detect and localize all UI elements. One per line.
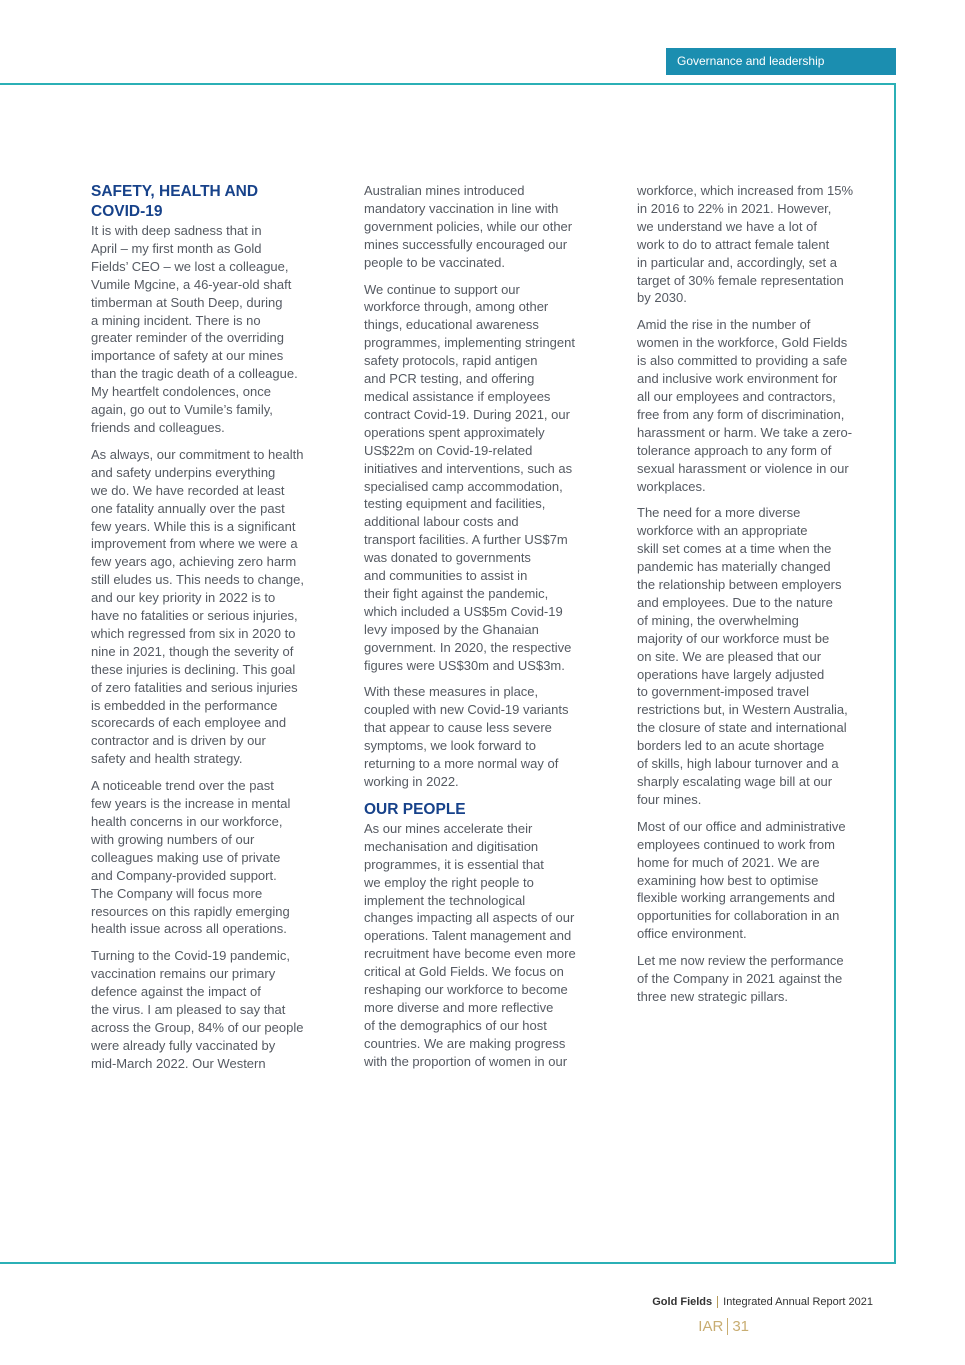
- paragraph: As always, our commitment to health and safety underpins everything we do. We have recorded at least one fatality annually over the past few years. While this is a significant improvement from where we were a few years ago, achieving zero harm still eludes us. This needs to change, and our key priority in 2022 is to have no fatalities or serious injuries, which regressed from six in 2020 to nine in 2021, though the severity of these injuries is declining. This goal of zero fatalities and serious injuries is embedded in the performance scorecards of each employee and contractor and is driven by our safety and health strategy.: [91, 446, 304, 767]
- column-3: [637, 182, 877, 1015]
- page-number: [698, 1318, 749, 1335]
- frame-top-line: [0, 83, 896, 85]
- frame-bottom-line: [0, 1262, 896, 1264]
- section-tab: Governance and leadership: [666, 48, 896, 75]
- paragraph: The need for a more diverse workforce with an appropriate skill set comes at a time when the pandemic has materially changed the relationship between employers and employees. Due to the nature of mining, the overwhelming majority of our workforce must be on site. We are pleased that our operations have largely adjusted to government-imposed travel restrictions but, in Western Australia, the closure of state and international borders led to an acute shortage of skills, high labour turnover and a sharply escalating wage bill at our four mines.: [637, 505, 848, 807]
- safety-heading: SAFETY, HEALTH AND COVID-19: [91, 183, 259, 220]
- paragraph: Turning to the Covid-19 pandemic, vaccination remains our primary defence against the impact of the virus. I am pleased to say that across the Group, 84% of our people were already fully vaccinated by mid-March 2022. Our Western: [91, 948, 304, 1071]
- report-label: IAR: [698, 1318, 724, 1335]
- paragraph: A noticeable trend over the past few years is the increase in mental health concerns in our workforce, with growing numbers of our colleagues making use of private and Company-provided support. The Company will focus more resources on this rapidly emerging health issue across all operations.: [91, 778, 291, 937]
- page-num: 31: [727, 1318, 749, 1335]
- frame-right-line: [894, 83, 896, 1264]
- paragraph: Most of our office and administrative employees continued to work from home for much of 2021. We are examining how best to optimise flexible working arrangements and opportunities for collaboration in an office environment.: [637, 818, 846, 942]
- brand-name: Gold Fields: [652, 1296, 713, 1308]
- paragraph: As our mines accelerate their mechanisation and digitisation programmes, it is essential that we employ the right people to implement the technological changes impacting all aspects of our operations. Talent management and recruitment have become even more critical at Gold Fields. We focus on reshaping our workforce to become more diverse and more reflective of the demographics of our host countries. We are making progress with the proportion of women in our: [364, 820, 576, 1069]
- paragraph: Let me now review the performance of the Company in 2021 against the three new strategic pillars.: [637, 953, 844, 1004]
- paragraph: We continue to support our workforce through, among other things, educational awareness programmes, implementing stringent safety protocols, rapid antigen and PCR testing, and offering medical assistance if employees contract Covid-19. During 2021, our operations spent approximately US$22m on Covid-19-related initiatives and interventions, such as specialised camp accommodation, testing equipment and facilities, additional labour costs and transport facilities. A further US$7m was donated to governments and communities to assist in their fight against the pandemic, which included a US$5m Covid-19 levy imposed by the Ghanaian government. In 2020, the respective figures were US$30m and US$3m.: [364, 281, 575, 673]
- report-title: Integrated Annual Report 2021: [717, 1296, 873, 1308]
- paragraph: Amid the rise in the number of women in the workforce, Gold Fields is also committed to providing a safe and inclusive work environment for all our employees and contractors, free from any form of discrimination, harassment or harm. We take a zero- tolerance approach to any form of sexual harassment or violence in our workplaces.: [637, 317, 853, 494]
- paragraph: Australian mines introduced mandatory vaccination in line with government policies, while our other mines successfully encouraged our people to be vaccinated.: [364, 183, 573, 270]
- column-1: [91, 182, 331, 1082]
- our-people-heading: OUR PEOPLE: [364, 800, 466, 818]
- footer-brand: [652, 1296, 873, 1308]
- paragraph: It is with deep sadness that in April – my first month as Gold Fields’ CEO – we lost a colleague, Vumile Mgcine, a 46-year-old shaft timberman at South Deep, during a mining incident. There is no greater reminder of the overriding importance of safety at our mines than the tragic death of a colleague. My heartfelt condolences, once again, go out to Vumile’s family, friends and colleagues.: [91, 223, 298, 435]
- paragraph: With these measures in place, coupled with new Covid-19 variants that appear to cause less severe symptoms, we look forward to returning to a more normal way of working in 2022.: [364, 684, 569, 789]
- column-2: [364, 182, 604, 1080]
- paragraph: workforce, which increased from 15% in 2016 to 22% in 2021. However, we understand we have a lot of work to do to attract female talent in particular and, accordingly, set a target of 30% female representation by 2030.: [637, 183, 854, 306]
